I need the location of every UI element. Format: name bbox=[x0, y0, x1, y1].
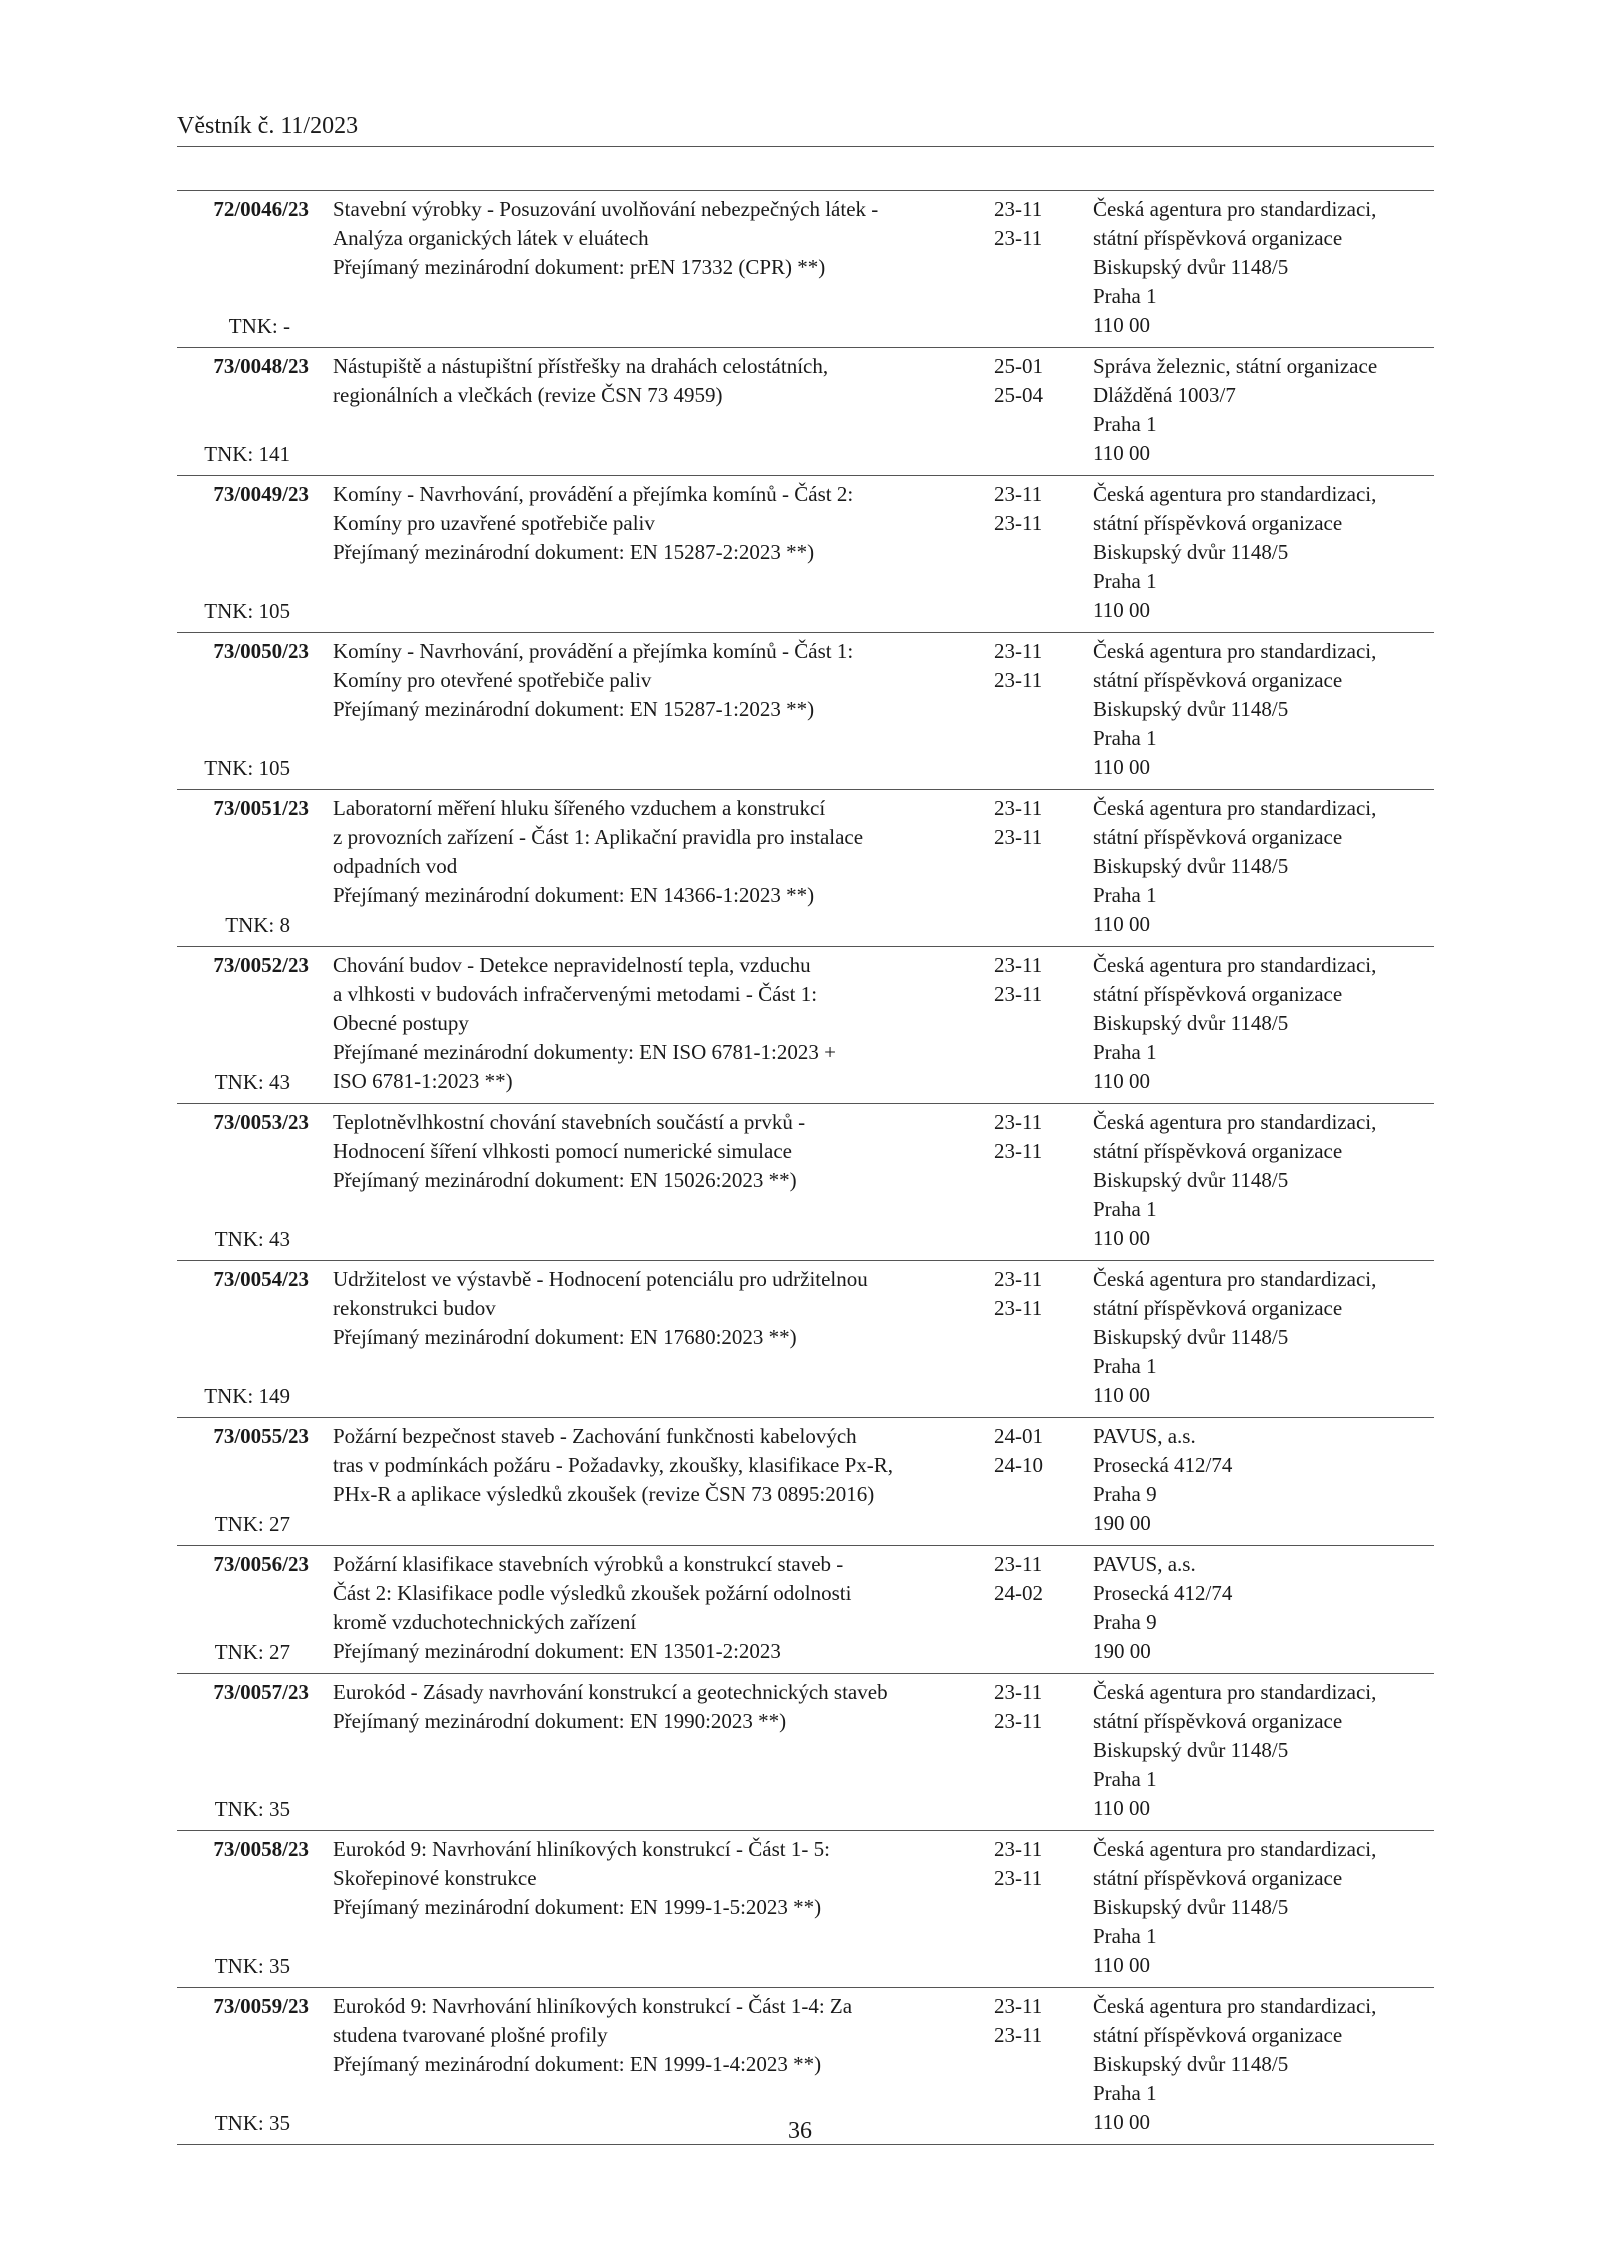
record-title-line: Přejímaný mezinárodní dokument: EN 1999-1-5:2023 **) bbox=[333, 1895, 822, 1919]
record-organization-line: Biskupský dvůr 1148/5 bbox=[1093, 1011, 1289, 1035]
record-title-line: studena tvarované plošné profily bbox=[333, 2023, 608, 2047]
record-organization-line: státní příspěvková organizace bbox=[1093, 226, 1343, 250]
record-dates-line: 23-11 bbox=[994, 982, 1043, 1006]
record-dates bbox=[994, 1550, 1084, 1608]
page-number: 36 bbox=[788, 2118, 812, 2144]
record-organization-line: PAVUS, a.s. bbox=[1093, 1424, 1196, 1448]
record-title bbox=[333, 1265, 993, 1352]
record-dates bbox=[994, 352, 1084, 410]
record-dates-line: 24-01 bbox=[994, 1424, 1043, 1448]
record-tnk: TNK: 35 bbox=[214, 2111, 290, 2135]
record-dates bbox=[994, 794, 1084, 852]
record-title-line: Obecné postupy bbox=[333, 1011, 469, 1035]
record-title-line: kromě vzduchotechnických zařízení bbox=[333, 1610, 637, 1634]
record-organization-line: Praha 9 bbox=[1093, 1610, 1157, 1634]
record-title bbox=[333, 637, 993, 724]
record-title-line: Přejímaný mezinárodní dokument: prEN 17332 (CPR) **) bbox=[333, 255, 826, 279]
record-title-line: Laboratorní měření hluku šířeného vzduchem a konstrukcí bbox=[333, 796, 826, 820]
record-organization-line: Praha 1 bbox=[1093, 2081, 1157, 2105]
record-organization-line: Česká agentura pro standardizaci, bbox=[1093, 1267, 1377, 1291]
record-title-line: Nástupiště a nástupištní přístřešky na drahách celostátních, bbox=[333, 354, 829, 378]
record-row bbox=[177, 348, 1434, 476]
record-number: 73/0052/23 bbox=[213, 953, 309, 977]
record-dates-line: 23-11 bbox=[994, 1139, 1043, 1163]
record-dates-line: 23-11 bbox=[994, 668, 1043, 692]
record-dates bbox=[994, 1992, 1084, 2050]
record-title-line: Přejímaný mezinárodní dokument: EN 13501-2:2023 bbox=[333, 1639, 781, 1663]
record-row bbox=[177, 1418, 1434, 1546]
record-organization-line: Česká agentura pro standardizaci, bbox=[1093, 1680, 1377, 1704]
record-title bbox=[333, 1550, 993, 1666]
record-title-line: Eurokód - Zásady navrhování konstrukcí a geotechnických staveb bbox=[333, 1680, 888, 1704]
record-tnk: TNK: 35 bbox=[214, 1797, 290, 1821]
record-organization-line: Dlážděná 1003/7 bbox=[1093, 383, 1236, 407]
record-dates-line: 24-10 bbox=[994, 1453, 1043, 1477]
record-organization bbox=[1093, 637, 1438, 782]
record-title bbox=[333, 1678, 993, 1736]
record-title-line: odpadních vod bbox=[333, 854, 458, 878]
record-dates-line: 23-11 bbox=[994, 1296, 1043, 1320]
record-organization-line: Česká agentura pro standardizaci, bbox=[1093, 639, 1377, 663]
record-dates-line: 25-01 bbox=[994, 354, 1043, 378]
record-dates-line: 23-11 bbox=[994, 1110, 1043, 1134]
record-title-line: Přejímaný mezinárodní dokument: EN 1990:2023 **) bbox=[333, 1709, 787, 1733]
record-organization-line: státní příspěvková organizace bbox=[1093, 668, 1343, 692]
record-title-line: Přejímaný mezinárodní dokument: EN 1999-1-4:2023 **) bbox=[333, 2052, 822, 2076]
record-organization-line: Praha 1 bbox=[1093, 726, 1157, 750]
record-tnk: TNK: 105 bbox=[204, 756, 290, 780]
record-organization bbox=[1093, 480, 1438, 625]
record-title-line: Přejímaný mezinárodní dokument: EN 15026:2023 **) bbox=[333, 1168, 797, 1192]
record-row bbox=[177, 191, 1434, 348]
record-organization-line: Biskupský dvůr 1148/5 bbox=[1093, 697, 1289, 721]
record-organization-line: Praha 1 bbox=[1093, 1767, 1157, 1791]
record-organization-line: 110 00 bbox=[1093, 1953, 1150, 1977]
record-tnk: TNK: 141 bbox=[204, 442, 290, 466]
record-organization-line: Česká agentura pro standardizaci, bbox=[1093, 796, 1377, 820]
record-organization-line: Biskupský dvůr 1148/5 bbox=[1093, 1168, 1289, 1192]
record-title-line: Přejímané mezinárodní dokumenty: EN ISO 6781-1:2023 + bbox=[333, 1040, 836, 1064]
record-organization-line: Správa železnic, státní organizace bbox=[1093, 354, 1378, 378]
record-title-line: Stavební výrobky - Posuzování uvolňování nebezpečných látek - bbox=[333, 197, 879, 221]
record-organization-line: Biskupský dvůr 1148/5 bbox=[1093, 540, 1289, 564]
record-organization-line: státní příspěvková organizace bbox=[1093, 825, 1343, 849]
record-organization-line: Biskupský dvůr 1148/5 bbox=[1093, 1738, 1289, 1762]
record-organization bbox=[1093, 1835, 1438, 1980]
record-title-line: Eurokód 9: Navrhování hliníkových konstrukcí - Část 1-4: Za bbox=[333, 1994, 853, 2018]
record-organization-line: Praha 1 bbox=[1093, 1924, 1157, 1948]
record-organization-line: státní příspěvková organizace bbox=[1093, 1296, 1343, 1320]
record-row bbox=[177, 1831, 1434, 1988]
record-organization-line: 110 00 bbox=[1093, 441, 1150, 465]
record-organization-line: PAVUS, a.s. bbox=[1093, 1552, 1196, 1576]
record-dates bbox=[994, 1108, 1084, 1166]
record-organization-line: 190 00 bbox=[1093, 1639, 1151, 1663]
record-row bbox=[177, 1104, 1434, 1261]
record-dates-line: 23-11 bbox=[994, 1866, 1043, 1890]
record-organization-line: státní příspěvková organizace bbox=[1093, 1866, 1343, 1890]
record-dates-line: 23-11 bbox=[994, 1837, 1043, 1861]
record-title bbox=[333, 1835, 993, 1922]
record-organization-line: Biskupský dvůr 1148/5 bbox=[1093, 1325, 1289, 1349]
record-organization-line: 110 00 bbox=[1093, 1069, 1150, 1093]
record-organization-line: Česká agentura pro standardizaci, bbox=[1093, 197, 1377, 221]
record-dates-line: 23-11 bbox=[994, 1267, 1043, 1291]
record-organization-line: Praha 1 bbox=[1093, 1354, 1157, 1378]
record-dates bbox=[994, 637, 1084, 695]
record-row bbox=[177, 790, 1434, 947]
record-organization-line: 110 00 bbox=[1093, 1383, 1150, 1407]
record-dates bbox=[994, 1835, 1084, 1893]
record-organization bbox=[1093, 1422, 1438, 1538]
record-tnk: TNK: 43 bbox=[214, 1070, 290, 1094]
record-title-line: Komíny - Navrhování, provádění a přejímka komínů - Část 1: bbox=[333, 639, 854, 663]
record-dates-line: 23-11 bbox=[994, 1552, 1043, 1576]
record-organization-line: 110 00 bbox=[1093, 1796, 1150, 1820]
record-number: 73/0056/23 bbox=[213, 1552, 309, 1576]
record-title-line: Přejímaný mezinárodní dokument: EN 17680:2023 **) bbox=[333, 1325, 797, 1349]
record-title-line: Přejímaný mezinárodní dokument: EN 15287-1:2023 **) bbox=[333, 697, 815, 721]
record-title-line: Komíny pro otevřené spotřebiče paliv bbox=[333, 668, 652, 692]
record-row bbox=[177, 1674, 1434, 1831]
record-dates-line: 23-11 bbox=[994, 639, 1043, 663]
record-tnk: TNK: 35 bbox=[214, 1954, 290, 1978]
record-organization-line: státní příspěvková organizace bbox=[1093, 511, 1343, 535]
record-number: 73/0051/23 bbox=[213, 796, 309, 820]
record-dates-line: 25-04 bbox=[994, 383, 1043, 407]
record-title-line: Teplotněvlhkostní chování stavebních součástí a prvků - bbox=[333, 1110, 806, 1134]
record-title-line: tras v podmínkách požáru - Požadavky, zkoušky, klasifikace Px-R, bbox=[333, 1453, 894, 1477]
record-row bbox=[177, 633, 1434, 790]
record-organization-line: státní příspěvková organizace bbox=[1093, 1709, 1343, 1733]
record-dates bbox=[994, 1678, 1084, 1736]
record-tnk: TNK: 27 bbox=[214, 1640, 290, 1664]
record-row bbox=[177, 476, 1434, 633]
record-title-line: Eurokód 9: Navrhování hliníkových konstrukcí - Část 1- 5: bbox=[333, 1837, 830, 1861]
record-dates-line: 23-11 bbox=[994, 2023, 1043, 2047]
record-dates-line: 24-02 bbox=[994, 1581, 1043, 1605]
record-organization-line: Prosecká 412/74 bbox=[1093, 1581, 1233, 1605]
record-title-line: regionálních a vlečkách (revize ČSN 73 4959) bbox=[333, 383, 723, 407]
record-title-line: Komíny - Navrhování, provádění a přejímka komínů - Část 2: bbox=[333, 482, 854, 506]
record-organization bbox=[1093, 1678, 1438, 1823]
record-tnk: TNK: 43 bbox=[214, 1227, 290, 1251]
record-row bbox=[177, 947, 1434, 1104]
record-organization-line: Česká agentura pro standardizaci, bbox=[1093, 1837, 1377, 1861]
record-organization-line: 110 00 bbox=[1093, 755, 1150, 779]
record-number: 73/0053/23 bbox=[213, 1110, 309, 1134]
record-organization-line: 110 00 bbox=[1093, 912, 1150, 936]
record-organization-line: Česká agentura pro standardizaci, bbox=[1093, 1110, 1377, 1134]
record-organization-line: Praha 1 bbox=[1093, 284, 1157, 308]
record-organization-line: státní příspěvková organizace bbox=[1093, 2023, 1343, 2047]
record-title-line: ISO 6781-1:2023 **) bbox=[333, 1069, 513, 1093]
record-organization-line: 110 00 bbox=[1093, 313, 1150, 337]
record-organization-line: Biskupský dvůr 1148/5 bbox=[1093, 1895, 1289, 1919]
record-organization-line: Biskupský dvůr 1148/5 bbox=[1093, 854, 1289, 878]
record-dates bbox=[994, 480, 1084, 538]
record-dates-line: 23-11 bbox=[994, 825, 1043, 849]
record-title-line: PHx-R a aplikace výsledků zkoušek (revize ČSN 73 0895:2016) bbox=[333, 1482, 875, 1506]
record-dates bbox=[994, 951, 1084, 1009]
record-title-line: Část 2: Klasifikace podle výsledků zkoušek požární odolnosti bbox=[333, 1581, 852, 1605]
record-dates-line: 23-11 bbox=[994, 197, 1043, 221]
record-organization-line: 190 00 bbox=[1093, 1511, 1151, 1535]
record-organization-line: Praha 1 bbox=[1093, 1197, 1157, 1221]
record-number: 73/0054/23 bbox=[213, 1267, 309, 1291]
record-tnk: TNK: 149 bbox=[204, 1384, 290, 1408]
record-title bbox=[333, 1992, 993, 2079]
record-organization-line: Praha 1 bbox=[1093, 412, 1157, 436]
record-title-line: Udržitelost ve výstavbě - Hodnocení potenciálu pro udržitelnou bbox=[333, 1267, 868, 1291]
record-number: 73/0058/23 bbox=[213, 1837, 309, 1861]
record-tnk: TNK: 8 bbox=[225, 913, 290, 937]
record-dates-line: 23-11 bbox=[994, 226, 1043, 250]
journal-title: Věstník č. 11/2023 bbox=[177, 113, 359, 139]
record-tnk: TNK: - bbox=[228, 314, 290, 338]
record-organization bbox=[1093, 1550, 1438, 1666]
record-organization-line: Praha 1 bbox=[1093, 883, 1157, 907]
record-organization-line: Praha 1 bbox=[1093, 1040, 1157, 1064]
record-row bbox=[177, 1261, 1434, 1418]
record-dates-line: 23-11 bbox=[994, 1709, 1043, 1733]
record-number: 73/0048/23 bbox=[213, 354, 309, 378]
record-dates bbox=[994, 1422, 1084, 1480]
record-tnk: TNK: 105 bbox=[204, 599, 290, 623]
record-organization-line: 110 00 bbox=[1093, 2110, 1150, 2134]
record-tnk: TNK: 27 bbox=[214, 1512, 290, 1536]
record-number: 73/0050/23 bbox=[213, 639, 309, 663]
records-table bbox=[177, 190, 1434, 2145]
record-title-line: Skořepinové konstrukce bbox=[333, 1866, 537, 1890]
record-title-line: Hodnocení šíření vlhkosti pomocí numerické simulace bbox=[333, 1139, 792, 1163]
record-number: 73/0059/23 bbox=[213, 1994, 309, 2018]
record-title-line: z provozních zařízení - Část 1: Aplikační pravidla pro instalace bbox=[333, 825, 864, 849]
record-organization-line: Prosecká 412/74 bbox=[1093, 1453, 1233, 1477]
record-title-line: Chování budov - Detekce nepravidelností tepla, vzduchu bbox=[333, 953, 811, 977]
record-title-line: Přejímaný mezinárodní dokument: EN 14366-1:2023 **) bbox=[333, 883, 815, 907]
record-title-line: a vlhkosti v budovách infračervenými metodami - Část 1: bbox=[333, 982, 818, 1006]
record-number: 72/0046/23 bbox=[213, 197, 309, 221]
record-organization bbox=[1093, 794, 1438, 939]
record-organization bbox=[1093, 1992, 1438, 2137]
record-organization-line: Praha 9 bbox=[1093, 1482, 1157, 1506]
record-title bbox=[333, 1422, 993, 1509]
page-header bbox=[177, 112, 1434, 147]
record-organization-line: Česká agentura pro standardizaci, bbox=[1093, 953, 1377, 977]
record-title bbox=[333, 195, 993, 282]
record-dates-line: 23-11 bbox=[994, 1994, 1043, 2018]
record-organization-line: státní příspěvková organizace bbox=[1093, 1139, 1343, 1163]
record-title bbox=[333, 1108, 993, 1195]
record-organization bbox=[1093, 1108, 1438, 1253]
record-number: 73/0057/23 bbox=[213, 1680, 309, 1704]
record-dates-line: 23-11 bbox=[994, 511, 1043, 535]
record-title-line: Analýza organických látek v eluátech bbox=[333, 226, 649, 250]
record-number: 73/0049/23 bbox=[213, 482, 309, 506]
record-organization-line: státní příspěvková organizace bbox=[1093, 982, 1343, 1006]
record-organization-line: 110 00 bbox=[1093, 598, 1150, 622]
record-dates bbox=[994, 195, 1084, 253]
record-dates-line: 23-11 bbox=[994, 953, 1043, 977]
record-organization-line: Praha 1 bbox=[1093, 569, 1157, 593]
record-dates-line: 23-11 bbox=[994, 796, 1043, 820]
record-organization-line: Biskupský dvůr 1148/5 bbox=[1093, 255, 1289, 279]
record-organization-line: Biskupský dvůr 1148/5 bbox=[1093, 2052, 1289, 2076]
record-organization-line: Česká agentura pro standardizaci, bbox=[1093, 482, 1377, 506]
record-title bbox=[333, 794, 993, 910]
record-title bbox=[333, 352, 993, 410]
record-title-line: Komíny pro uzavřené spotřebiče paliv bbox=[333, 511, 655, 535]
record-organization bbox=[1093, 1265, 1438, 1410]
record-dates-line: 23-11 bbox=[994, 482, 1043, 506]
record-title-line: Požární bezpečnost staveb - Zachování funkčnosti kabelových bbox=[333, 1424, 857, 1448]
record-organization bbox=[1093, 352, 1438, 468]
record-organization-line: 110 00 bbox=[1093, 1226, 1150, 1250]
record-title-line: Požární klasifikace stavebních výrobků a konstrukcí staveb - bbox=[333, 1552, 844, 1576]
record-dates bbox=[994, 1265, 1084, 1323]
record-organization bbox=[1093, 195, 1438, 340]
record-title bbox=[333, 951, 993, 1096]
record-organization bbox=[1093, 951, 1438, 1096]
record-title-line: Přejímaný mezinárodní dokument: EN 15287-2:2023 **) bbox=[333, 540, 815, 564]
record-dates-line: 23-11 bbox=[994, 1680, 1043, 1704]
record-title-line: rekonstrukci budov bbox=[333, 1296, 496, 1320]
record-row bbox=[177, 1546, 1434, 1674]
record-organization-line: Česká agentura pro standardizaci, bbox=[1093, 1994, 1377, 2018]
record-number: 73/0055/23 bbox=[213, 1424, 309, 1448]
record-title bbox=[333, 480, 993, 567]
